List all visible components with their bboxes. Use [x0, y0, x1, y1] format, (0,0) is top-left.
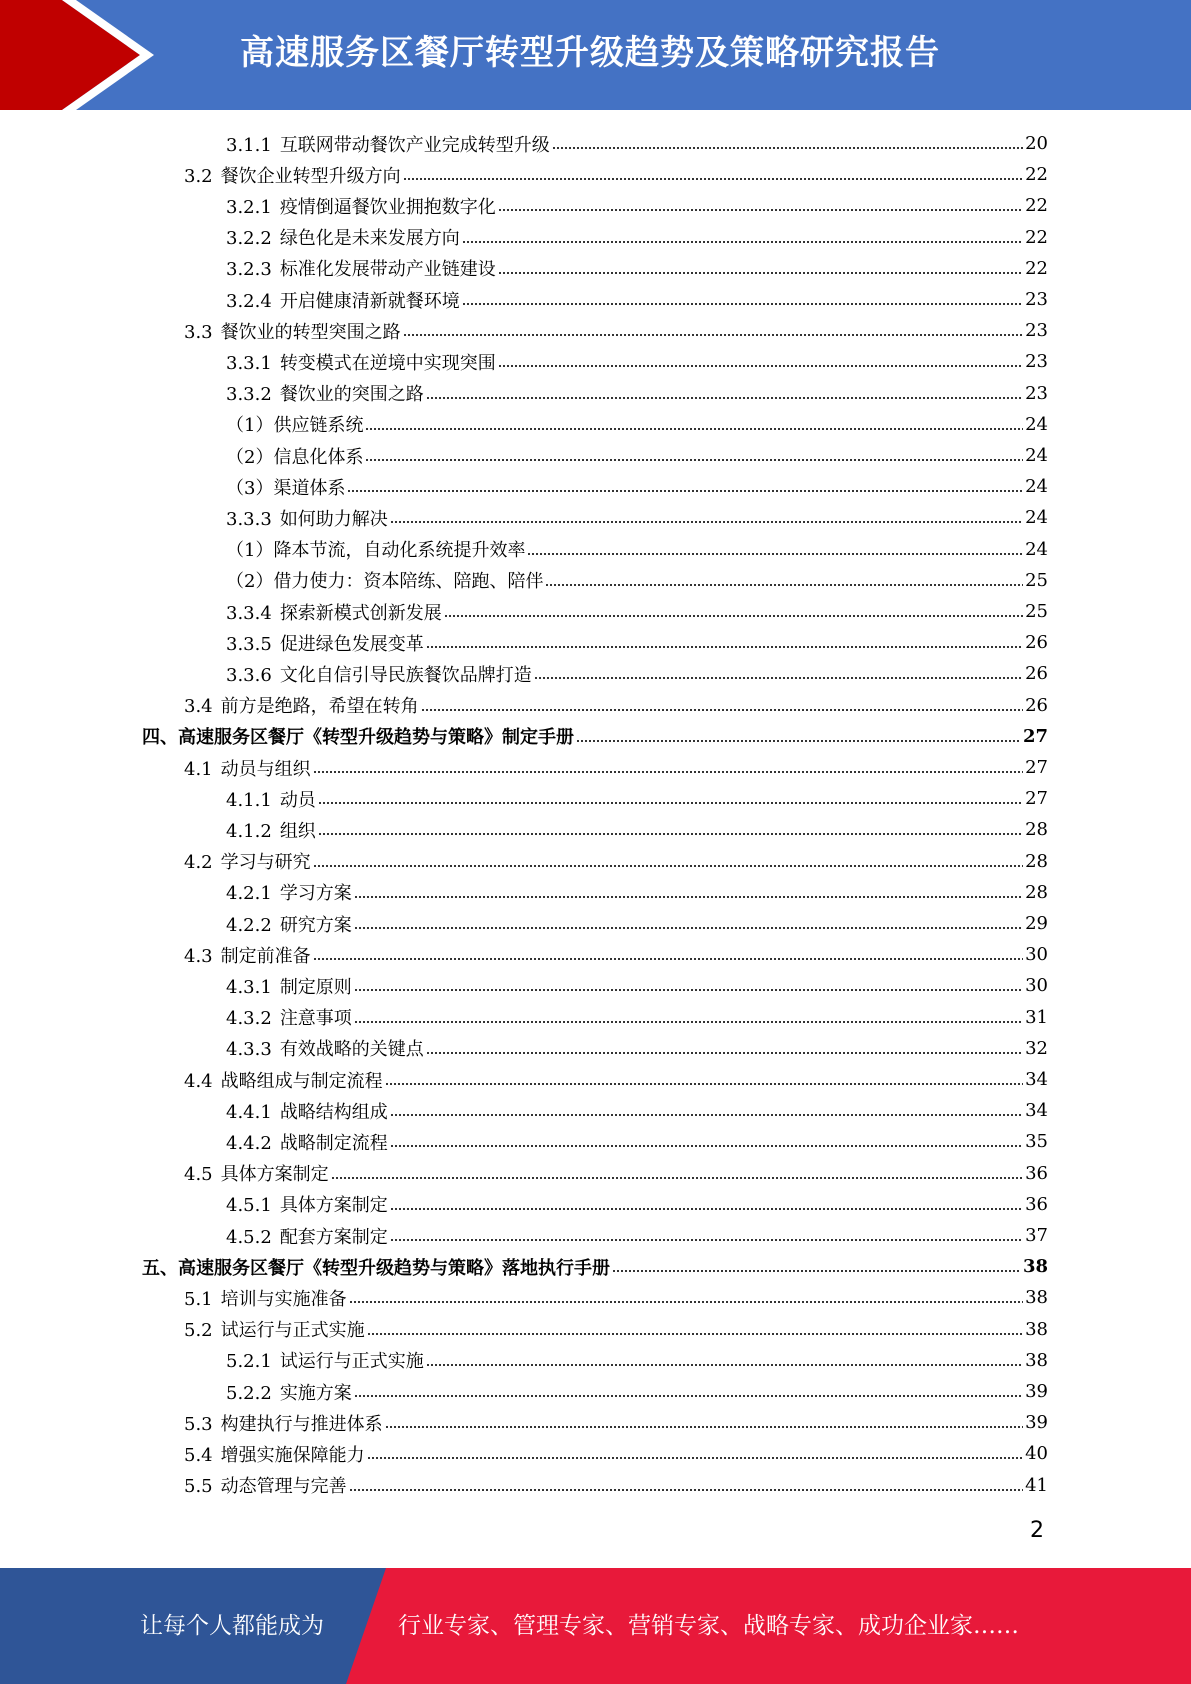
toc-entry-page: 24 [1025, 538, 1048, 560]
toc-entry-page: 27 [1025, 757, 1048, 778]
toc-leader-dots [426, 645, 1023, 649]
toc-entry-number: 3.2.1 [226, 196, 272, 218]
toc-entry-number: 4.2.2 [226, 914, 272, 936]
toc-leader-dots [367, 1456, 1023, 1460]
toc-entry-page: 27 [1022, 725, 1048, 747]
toc-entry-number: 4.3.3 [226, 1039, 272, 1061]
toc-entry-label [226, 255, 496, 281]
toc-leader-dots [426, 1363, 1023, 1367]
toc-entry-page: 28 [1025, 881, 1048, 903]
toc-entry-label [226, 661, 532, 687]
toc-entry-label [226, 1004, 352, 1030]
toc-entry-page: 26 [1025, 694, 1048, 716]
toc-entry-title: 开启健康清新就餐环境 [279, 290, 460, 312]
toc-entry-title: 餐饮业的转型突围之路 [220, 321, 401, 343]
toc-entry-number: 3.3.6 [226, 664, 272, 686]
toc-entry-title: 动员 [279, 789, 316, 811]
toc-entry-number: 4.5.2 [226, 1226, 272, 1248]
toc-entry-page: 24 [1025, 507, 1048, 529]
toc-entry-number: 5.2 [184, 1320, 213, 1342]
toc-entry-number: 4.1.2 [226, 820, 272, 842]
toc-entry-page: 20 [1025, 133, 1048, 154]
toc-leader-dots [390, 1238, 1023, 1242]
toc-entry-label [226, 567, 543, 593]
toc-entry-number: 3.3 [184, 321, 213, 343]
toc-entry-title: 学习与研究 [220, 852, 311, 874]
toc-entry-title: 具体方案制定 [220, 1164, 329, 1186]
page-number: 2 [1030, 1518, 1044, 1543]
toc-entry-title: 标准化发展带动产业链建设 [279, 259, 496, 281]
toc-entry-page: 36 [1025, 1193, 1048, 1215]
footer-slogan-left: 让每个人都能成为 [140, 1613, 324, 1639]
toc-leader-dots [444, 614, 1023, 618]
toc-entry-title: 如何助力解决 [279, 508, 388, 530]
toc-entry-label [226, 224, 460, 250]
toc-leader-dots [576, 739, 1021, 743]
toc-entry-label [226, 1347, 424, 1373]
toc-entry-page: 29 [1025, 913, 1048, 934]
toc-entry-number: 3.2.2 [226, 228, 272, 250]
toc-entry-title: 培训与实施准备 [220, 1288, 347, 1310]
toc-entry-page: 23 [1025, 289, 1048, 310]
toc-entry-title: （1）供应链系统 [226, 415, 364, 437]
toc-entry-number: 5.2.1 [226, 1351, 272, 1373]
toc-entry-number: 4.4.2 [226, 1132, 272, 1154]
toc-entry-page: 38 [1025, 1318, 1048, 1340]
toc-entry-page: 39 [1025, 1412, 1048, 1434]
toc-entry-label [226, 349, 496, 375]
toc-leader-dots [421, 708, 1023, 712]
toc-entry-title: （2）信息化体系 [226, 446, 364, 468]
toc-entry-title: （2）借力使力：资本陪练、陪跑、陪伴 [226, 571, 544, 593]
toc-entry[interactable] [142, 1251, 1048, 1282]
toc-leader-dots [498, 271, 1023, 275]
toc-entry[interactable] [226, 378, 1048, 409]
toc-leader-dots [462, 240, 1023, 244]
toc-entry-page: 27 [1025, 788, 1048, 810]
toc-entry-title: 研究方案 [279, 914, 352, 936]
toc-entry-number: 4.1.1 [226, 789, 272, 811]
toc-entry-title: 绿色化是未来发展方向 [279, 228, 460, 250]
toc-entry[interactable] [226, 1220, 1048, 1251]
toc-entry-page: 25 [1025, 601, 1048, 622]
footer-slogan-right: 行业专家、管理专家、营销专家、战略专家、成功企业家…… [398, 1613, 1019, 1639]
toc-leader-dots [390, 520, 1023, 524]
toc-entry-label [226, 1191, 388, 1217]
toc-entry-title: 制定前准备 [220, 945, 311, 967]
toc-leader-dots [354, 1020, 1023, 1024]
toc-entry[interactable] [226, 346, 1048, 377]
toc-entry-number: 4.2.1 [226, 883, 272, 905]
toc-entry-title: 注意事项 [279, 1008, 352, 1030]
toc-entry-number: 4.3.2 [226, 1008, 272, 1030]
toc-entry-title: 促进绿色发展变革 [279, 633, 424, 655]
toc-entry-label [226, 474, 345, 500]
toc-entry-page: 24 [1025, 445, 1048, 466]
toc-entry[interactable] [184, 1314, 1048, 1345]
toc-entry[interactable] [226, 534, 1048, 565]
toc-entry-label [226, 380, 424, 406]
toc-entry-label [184, 692, 419, 718]
toc-entry-title: （1）降本节流，自动化系统提升效率 [226, 540, 526, 562]
toc-entry-title: 餐饮企业转型升级方向 [220, 165, 401, 187]
toc-leader-dots [426, 1051, 1023, 1055]
toc-entry[interactable] [226, 128, 1048, 159]
toc-entry-number: 4.4 [184, 1070, 213, 1092]
toc-entry-label [226, 1129, 388, 1155]
toc-entry[interactable] [184, 1470, 1048, 1501]
toc-entry-page: 22 [1025, 164, 1048, 186]
toc-entry[interactable] [184, 1158, 1048, 1189]
toc-entry-number: 5.1 [184, 1288, 213, 1310]
toc-entry-number: 4.4.1 [226, 1101, 272, 1123]
toc-leader-dots [354, 988, 1023, 992]
toc-leader-dots [403, 177, 1023, 181]
toc-entry-title: 配套方案制定 [279, 1226, 388, 1248]
toc-leader-dots [365, 458, 1023, 462]
toc-entry-title: 试运行与正式实施 [220, 1320, 365, 1342]
toc-entry-number: 4.3 [184, 945, 213, 967]
toc-entry-title: 动态管理与完善 [220, 1476, 347, 1498]
toc-leader-dots [349, 1488, 1023, 1492]
toc-entry-label [184, 1410, 383, 1436]
toc-entry-number: 3.2 [184, 165, 213, 187]
toc-entry-label [226, 131, 550, 157]
toc-entry[interactable] [184, 159, 1048, 190]
toc-entry-page: 25 [1025, 569, 1048, 591]
toc-entry-page: 38 [1025, 1349, 1048, 1371]
toc-entry-label [184, 942, 311, 968]
toc-entry-number: 3.3.2 [226, 384, 272, 406]
toc-leader-dots [498, 364, 1023, 368]
toc-entry-number: 5.5 [184, 1476, 213, 1498]
toc-entry-label [184, 1285, 347, 1311]
toc-entry-page: 36 [1025, 1162, 1048, 1184]
toc-entry-label [226, 411, 363, 437]
toc-entry[interactable] [226, 908, 1048, 939]
toc-entry-page: 30 [1025, 944, 1048, 966]
toc-entry-title: 动员与组织 [220, 758, 311, 780]
toc-entry-title: 实施方案 [279, 1382, 352, 1404]
toc-entry-page: 28 [1025, 850, 1048, 872]
toc-entry[interactable] [226, 284, 1048, 315]
toc-entry-number: 5.4 [184, 1444, 213, 1466]
toc-entry[interactable] [226, 440, 1048, 471]
toc-leader-dots [403, 333, 1023, 337]
toc-entry-page: 26 [1025, 632, 1048, 654]
toc-entry-title: 增强实施保障能力 [220, 1444, 365, 1466]
toc-entry-label [226, 1098, 388, 1124]
page-footer [0, 1568, 1191, 1684]
toc-entry[interactable] [226, 1033, 1048, 1064]
toc-entry-page: 38 [1025, 1287, 1048, 1309]
toc-leader-dots [367, 1332, 1023, 1336]
toc-entry[interactable] [226, 565, 1048, 596]
toc-entry-number: 4.2 [184, 852, 213, 874]
toc-entry-label [226, 879, 352, 905]
toc-entry-page: 37 [1025, 1225, 1048, 1246]
toc-entry-title: 有效战略的关键点 [279, 1039, 424, 1061]
toc-entry-page: 26 [1025, 663, 1048, 685]
toc-entry-number: 5.3 [184, 1413, 213, 1435]
toc-entry-page: 30 [1025, 975, 1048, 997]
toc-entry[interactable] [184, 1438, 1048, 1469]
toc-entry-label [184, 318, 401, 344]
toc-entry[interactable] [226, 1376, 1048, 1407]
toc-entry-title: 构建执行与推进体系 [220, 1413, 383, 1435]
toc-entry-title: 战略制定流程 [279, 1132, 388, 1154]
toc-entry-page: 32 [1025, 1037, 1048, 1059]
toc-entry[interactable] [226, 1002, 1048, 1033]
toc-entry-label [184, 1441, 365, 1467]
toc-entry-title: 前方是绝路，希望在转角 [220, 696, 419, 718]
toc-entry[interactable] [184, 939, 1048, 970]
toc-entry-title: 探索新模式创新发展 [279, 602, 442, 624]
toc-entry-label [226, 973, 352, 999]
toc-leader-dots [426, 396, 1023, 400]
toc-entry[interactable] [226, 627, 1048, 658]
toc-entry[interactable] [226, 1189, 1048, 1220]
toc-entry-title: 战略结构组成 [279, 1101, 388, 1123]
toc-leader-dots [349, 1300, 1023, 1304]
toc-entry[interactable] [226, 783, 1048, 814]
toc-entry-title: 疫情倒逼餐饮业拥抱数字化 [279, 196, 496, 218]
toc-entry-page: 28 [1025, 819, 1048, 841]
toc-entry-label [226, 817, 316, 843]
toc-entry-title: 五、高速服务区餐厅《转型升级趋势与策略》落地执行手册 [142, 1257, 610, 1279]
toc-leader-dots [365, 427, 1023, 431]
toc-entry[interactable] [226, 222, 1048, 253]
toc-entry-number: 5.2.2 [226, 1382, 272, 1404]
toc-entry-number: 4.3.1 [226, 976, 272, 998]
toc-entry-number: 3.3.3 [226, 508, 272, 530]
toc-entry-label [226, 911, 352, 937]
toc-entry-label [226, 536, 525, 562]
toc-entry[interactable] [226, 1095, 1048, 1126]
toc-entry[interactable] [142, 721, 1048, 752]
toc-entry-page: 23 [1025, 382, 1048, 404]
toc-entry-number: 3.4 [184, 696, 213, 718]
toc-entry-title: 制定原则 [279, 976, 352, 998]
toc-entry-label [226, 505, 388, 531]
toc-leader-dots [534, 676, 1023, 680]
toc-entry[interactable] [226, 877, 1048, 908]
toc-entry[interactable] [184, 1064, 1048, 1095]
toc-entry-label [184, 755, 311, 781]
toc-entry[interactable] [226, 471, 1048, 502]
toc-entry-page: 34 [1025, 1100, 1048, 1122]
toc-leader-dots [354, 1394, 1023, 1398]
toc-entry-label [226, 630, 424, 656]
toc-entry-number: 3.2.4 [226, 290, 272, 312]
toc-entry-number: 4.1 [184, 758, 213, 780]
toc-leader-dots [385, 1082, 1023, 1086]
toc-leader-dots [331, 1176, 1023, 1180]
toc-entry[interactable] [226, 970, 1048, 1001]
toc-entry[interactable] [226, 658, 1048, 689]
toc-entry-label [226, 193, 496, 219]
toc-entry-number: 4.5.1 [226, 1195, 272, 1217]
toc-entry-page: 22 [1025, 226, 1048, 248]
toc-entry-title: 四、高速服务区餐厅《转型升级趋势与策略》制定手册 [142, 727, 574, 749]
toc-entry-page: 40 [1025, 1443, 1048, 1465]
toc-entry-page: 23 [1025, 320, 1048, 342]
toc-leader-dots [313, 864, 1023, 868]
toc-entry-number: 4.5 [184, 1164, 213, 1186]
toc-leader-dots [354, 895, 1023, 899]
toc-leader-dots [313, 957, 1023, 961]
toc-entry-label [184, 162, 401, 188]
toc-entry-label [142, 1254, 610, 1280]
toc-entry-label [184, 1067, 383, 1093]
toc-entry-label [184, 1160, 329, 1186]
toc-entry-title: 学习方案 [279, 883, 352, 905]
toc-leader-dots [390, 1207, 1023, 1211]
toc-entry-number: 3.1.1 [226, 134, 272, 156]
toc-leader-dots [545, 583, 1023, 587]
toc-entry-page: 38 [1022, 1256, 1048, 1278]
toc-entry[interactable] [226, 253, 1048, 284]
toc-entry-title: 战略组成与制定流程 [220, 1070, 383, 1092]
toc-entry-number: 3.3.4 [226, 602, 272, 624]
toc-leader-dots [527, 552, 1023, 556]
toc-entry[interactable] [226, 409, 1048, 440]
toc-leader-dots [498, 208, 1023, 212]
toc-entry-label [184, 848, 311, 874]
toc-leader-dots [552, 146, 1023, 150]
toc-entry-title: 餐饮业的突围之路 [279, 384, 424, 406]
toc-entry-page: 22 [1025, 257, 1048, 279]
toc-leader-dots [390, 1113, 1023, 1117]
toc-entry-number: 3.2.3 [226, 259, 272, 281]
toc-entry-page: 24 [1025, 476, 1048, 498]
toc-leader-dots [612, 1269, 1021, 1273]
toc-entry-label [142, 723, 574, 749]
toc-entry-label [226, 1035, 424, 1061]
toc-entry-page: 41 [1025, 1474, 1048, 1496]
toc-entry[interactable] [226, 190, 1048, 221]
toc-entry-title: 试运行与正式实施 [279, 1351, 424, 1373]
toc-entry-label [226, 786, 316, 812]
toc-entry[interactable] [184, 752, 1048, 783]
toc-leader-dots [318, 801, 1023, 805]
toc-entry-title: 组织 [279, 820, 316, 842]
toc-entry[interactable] [184, 690, 1048, 721]
toc-entry-title: 具体方案制定 [279, 1195, 388, 1217]
toc-leader-dots [318, 832, 1023, 836]
toc-entry-page: 39 [1025, 1381, 1048, 1402]
toc-entry-label [226, 599, 442, 625]
toc-entry-label [184, 1316, 365, 1342]
toc-entry-label [226, 287, 460, 313]
header-title: 高速服务区餐厅转型升级趋势及策略研究报告 [240, 33, 940, 73]
toc-entry-title: 文化自信引导民族餐饮品牌打造 [279, 664, 532, 686]
toc-entry[interactable] [226, 502, 1048, 533]
toc-entry[interactable] [184, 1282, 1048, 1313]
toc-entry-page: 24 [1025, 413, 1048, 435]
toc-leader-dots [385, 1425, 1023, 1429]
toc-entry-title: 转变模式在逆境中实现突围 [279, 352, 496, 374]
toc-entry[interactable] [184, 846, 1048, 877]
toc-leader-dots [390, 1144, 1023, 1148]
toc-entry-page: 22 [1025, 195, 1048, 217]
toc-entry-page: 31 [1025, 1006, 1048, 1028]
toc-entry[interactable] [184, 315, 1048, 346]
toc-entry-label [184, 1472, 347, 1498]
toc-leader-dots [347, 489, 1023, 493]
toc-entry-label [226, 443, 363, 469]
toc-entry-number: 3.3.1 [226, 352, 272, 374]
toc-entry-label [226, 1379, 352, 1405]
toc-entry[interactable] [226, 814, 1048, 845]
toc-entry[interactable] [226, 1126, 1048, 1157]
toc-entry-page: 34 [1025, 1069, 1048, 1090]
toc-entry-page: 35 [1025, 1131, 1048, 1153]
toc-entry[interactable] [226, 1345, 1048, 1376]
toc-entry-title: （3）渠道体系 [226, 477, 346, 499]
toc-entry[interactable] [184, 1407, 1048, 1438]
toc-leader-dots [313, 770, 1023, 774]
toc-entry-title: 互联网带动餐饮产业完成转型升级 [279, 134, 550, 156]
toc-leader-dots [462, 302, 1023, 306]
toc-entry-page: 23 [1025, 351, 1048, 373]
toc-entry-label [226, 1223, 388, 1249]
page-header [0, 0, 1191, 110]
toc-leader-dots [354, 926, 1023, 930]
toc-entry[interactable] [226, 596, 1048, 627]
toc-entry-number: 3.3.5 [226, 633, 272, 655]
